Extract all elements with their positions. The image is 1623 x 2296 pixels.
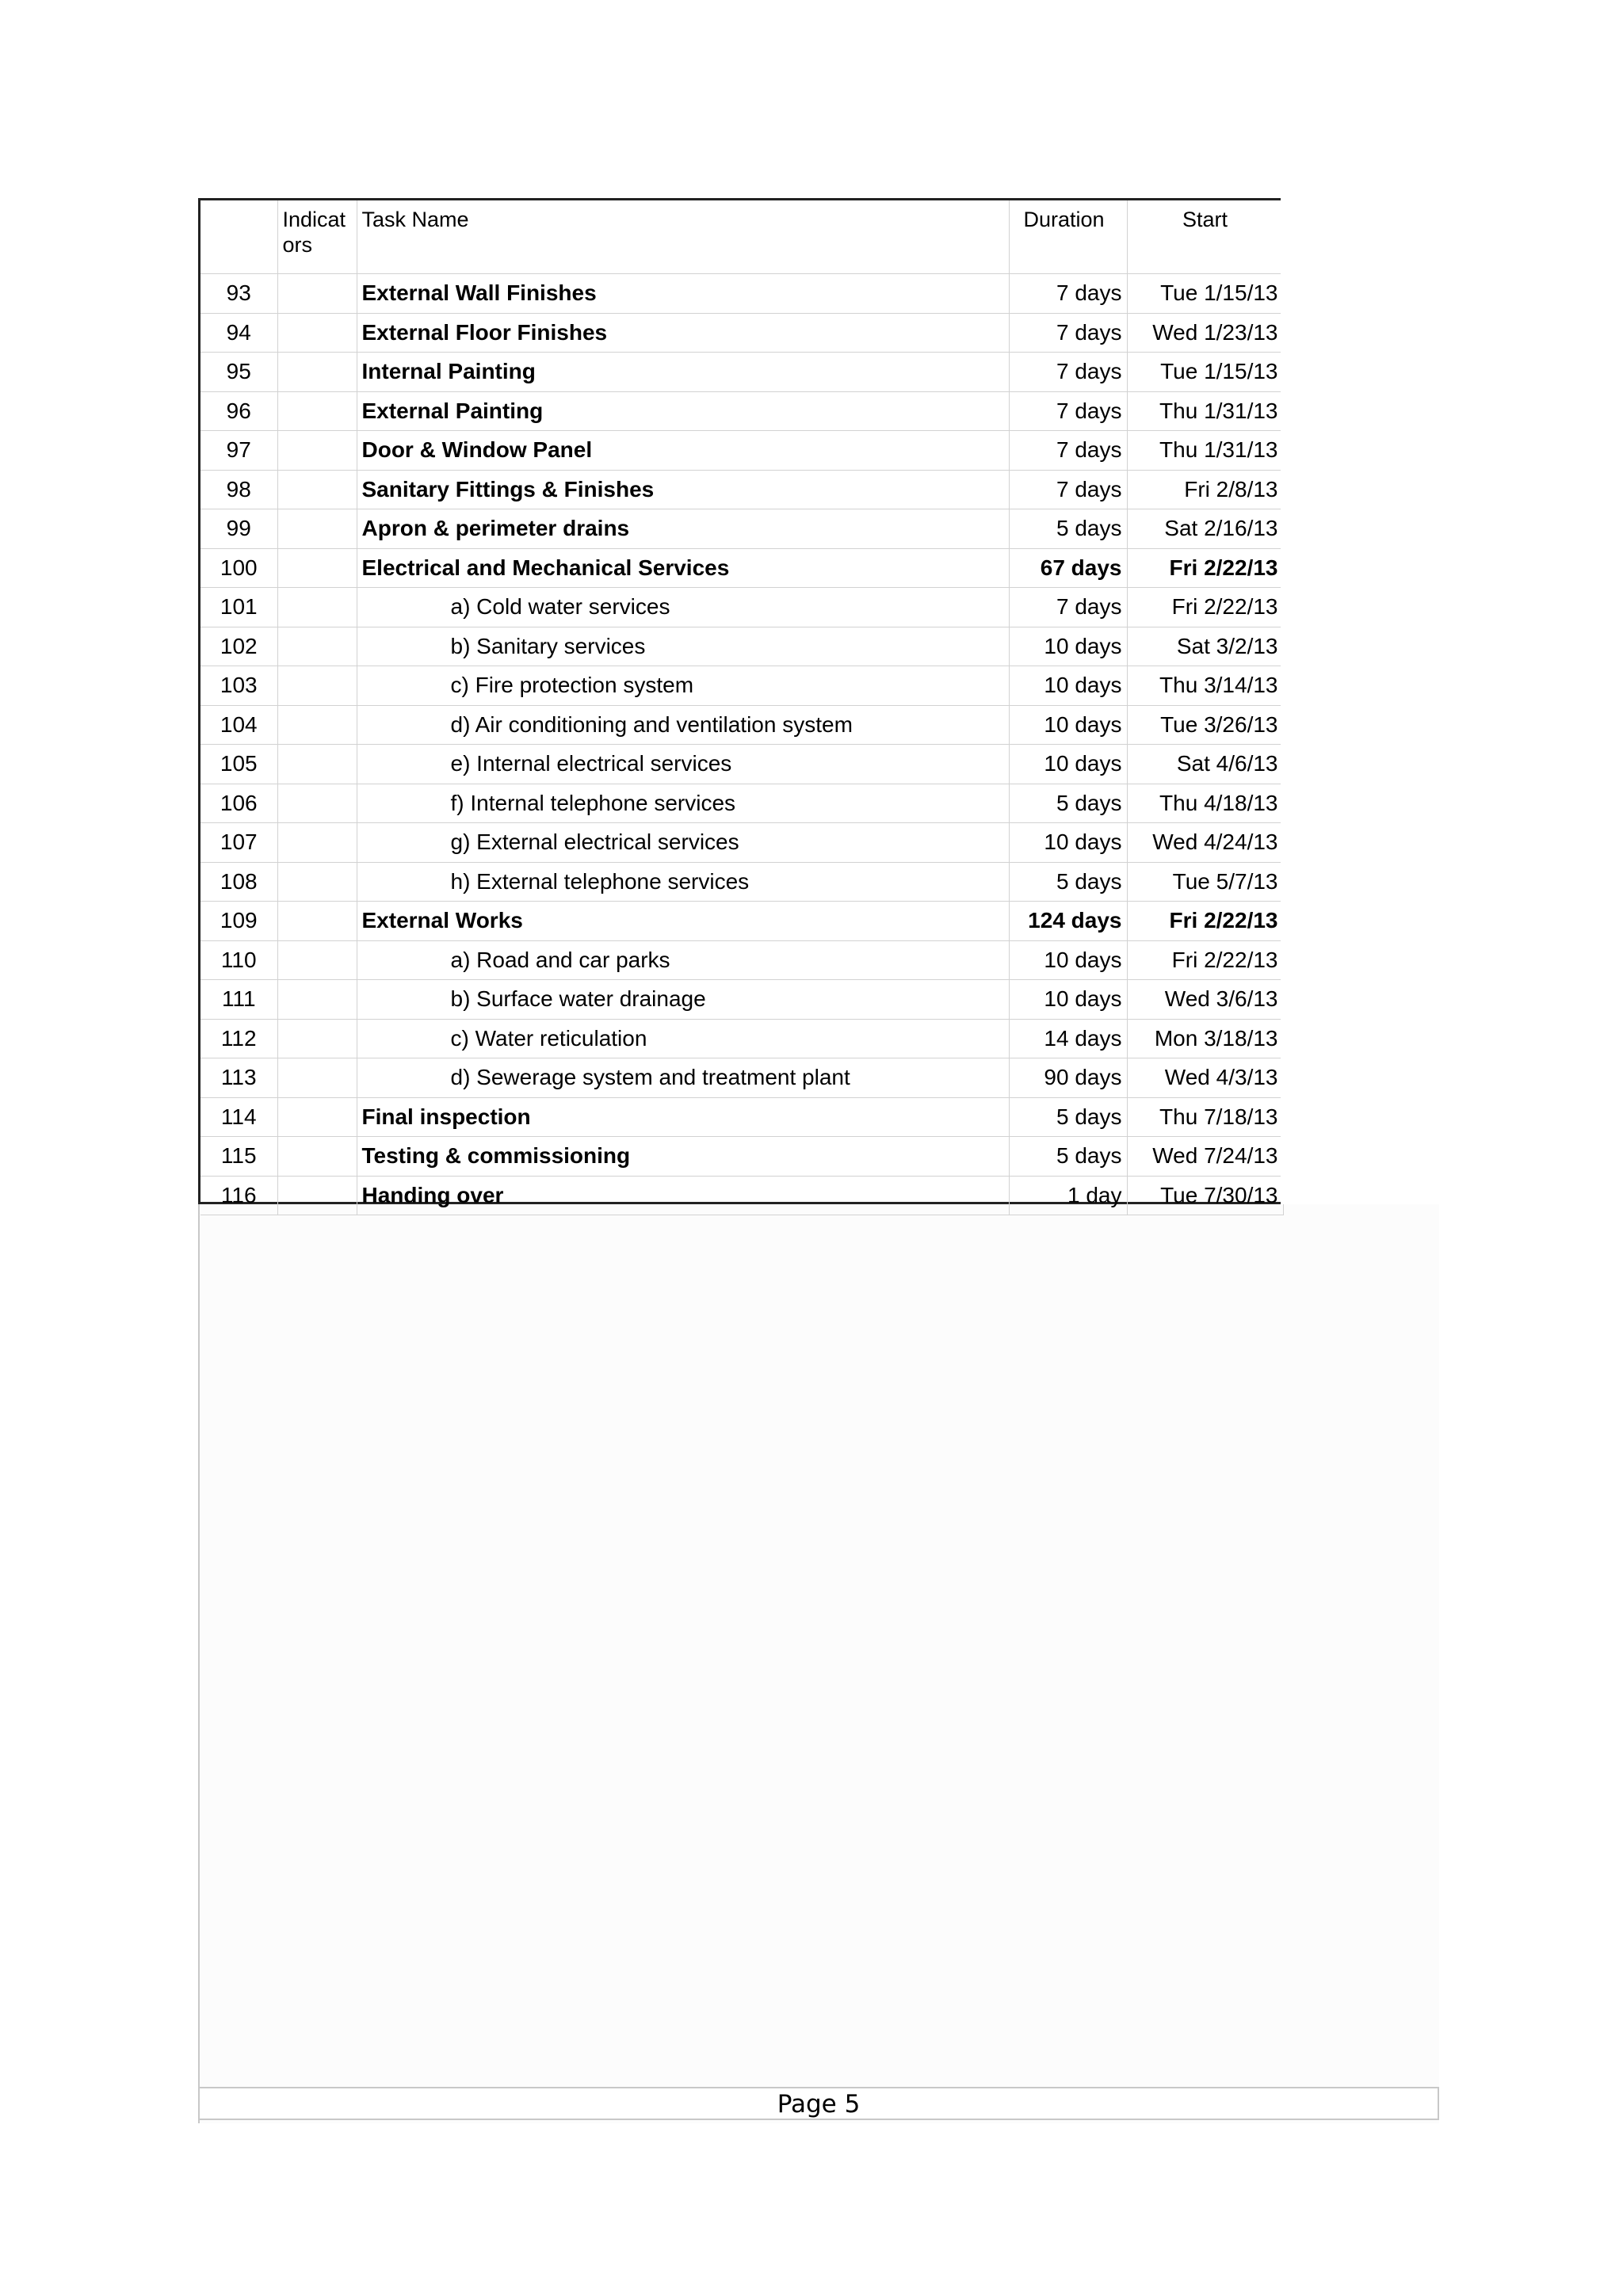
row-indicators — [277, 902, 357, 941]
row-indicators — [277, 353, 357, 392]
row-start: Thu 1/31/13 — [1127, 391, 1283, 431]
row-id: 97 — [200, 431, 277, 471]
header-indicators: Indicat ors — [277, 200, 357, 274]
row-start: Thu 3/14/13 — [1127, 666, 1283, 706]
gantt-table-sheet — [198, 198, 1439, 1207]
page-number: Page 5 — [777, 2090, 861, 2119]
table-row — [200, 940, 1283, 980]
row-indicators — [277, 1176, 357, 1215]
row-duration: 10 days — [1009, 627, 1127, 666]
table-row — [200, 705, 1283, 745]
row-indicators — [277, 980, 357, 1020]
table-row — [200, 509, 1283, 549]
row-task-name: Internal Painting — [357, 353, 1009, 392]
row-id: 98 — [200, 470, 277, 509]
header-task-name: Task Name — [357, 200, 1009, 274]
row-id: 109 — [200, 902, 277, 941]
row-id: 99 — [200, 509, 277, 549]
table-row — [200, 1019, 1283, 1058]
row-task-name: b) Surface water drainage — [357, 980, 1009, 1020]
row-start: Thu 7/18/13 — [1127, 1097, 1283, 1137]
row-task-name: External Painting — [357, 391, 1009, 431]
row-indicators — [277, 509, 357, 549]
row-task-name: Handing over — [357, 1176, 1009, 1215]
row-task-name: e) Internal electrical services — [357, 745, 1009, 784]
row-start: Tue 5/7/13 — [1127, 862, 1283, 902]
row-duration: 124 days — [1009, 902, 1127, 941]
row-id: 113 — [200, 1058, 277, 1098]
row-duration: 10 days — [1009, 705, 1127, 745]
row-start: Tue 7/30/13 — [1127, 1176, 1283, 1215]
row-start: Tue 3/26/13 — [1127, 705, 1283, 745]
row-duration: 10 days — [1009, 823, 1127, 863]
row-indicators — [277, 431, 357, 471]
table-row — [200, 353, 1283, 392]
row-start: Thu 4/18/13 — [1127, 784, 1283, 823]
row-indicators — [277, 666, 357, 706]
row-indicators — [277, 1058, 357, 1098]
row-task-name: h) External telephone services — [357, 862, 1009, 902]
row-task-name: External Wall Finishes — [357, 274, 1009, 314]
row-start: Sat 4/6/13 — [1127, 745, 1283, 784]
row-indicators — [277, 391, 357, 431]
row-indicators — [277, 940, 357, 980]
row-duration: 1 day — [1009, 1176, 1127, 1215]
row-start: Fri 2/8/13 — [1127, 470, 1283, 509]
row-task-name: b) Sanitary services — [357, 627, 1009, 666]
row-task-name: a) Cold water services — [357, 588, 1009, 627]
table-row — [200, 823, 1283, 863]
row-indicators — [277, 627, 357, 666]
row-indicators — [277, 862, 357, 902]
row-indicators — [277, 705, 357, 745]
row-duration: 7 days — [1009, 588, 1127, 627]
row-duration: 14 days — [1009, 1019, 1127, 1058]
table-row — [200, 391, 1283, 431]
blank-timescale-area — [1281, 198, 1439, 1204]
table-row — [200, 274, 1283, 314]
table-row — [200, 627, 1283, 666]
row-id: 96 — [200, 391, 277, 431]
row-duration: 90 days — [1009, 1058, 1127, 1098]
table-header-row — [200, 200, 1283, 274]
row-id: 114 — [200, 1097, 277, 1137]
table-row — [200, 980, 1283, 1020]
page-footer — [198, 2087, 1439, 2120]
table-row — [200, 862, 1283, 902]
row-start: Fri 2/22/13 — [1127, 548, 1283, 588]
header-duration: Duration — [1009, 200, 1127, 274]
row-start: Thu 1/31/13 — [1127, 431, 1283, 471]
row-id: 103 — [200, 666, 277, 706]
row-id: 104 — [200, 705, 277, 745]
row-task-name: g) External electrical services — [357, 823, 1009, 863]
row-task-name: c) Fire protection system — [357, 666, 1009, 706]
row-start: Wed 3/6/13 — [1127, 980, 1283, 1020]
row-task-name: Electrical and Mechanical Services — [357, 548, 1009, 588]
table-row — [200, 313, 1283, 353]
row-indicators — [277, 1019, 357, 1058]
row-id: 106 — [200, 784, 277, 823]
row-id: 110 — [200, 940, 277, 980]
row-indicators — [277, 548, 357, 588]
row-task-name: a) Road and car parks — [357, 940, 1009, 980]
header-start: Start — [1127, 200, 1283, 274]
row-id: 102 — [200, 627, 277, 666]
row-id: 108 — [200, 862, 277, 902]
row-start: Wed 4/3/13 — [1127, 1058, 1283, 1098]
row-task-name: Apron & perimeter drains — [357, 509, 1009, 549]
row-indicators — [277, 745, 357, 784]
row-indicators — [277, 470, 357, 509]
row-id: 115 — [200, 1137, 277, 1177]
row-duration: 5 days — [1009, 862, 1127, 902]
row-task-name: c) Water reticulation — [357, 1019, 1009, 1058]
table-row — [200, 1058, 1283, 1098]
task-table — [200, 200, 1284, 1215]
row-start: Fri 2/22/13 — [1127, 588, 1283, 627]
row-id: 100 — [200, 548, 277, 588]
row-indicators — [277, 274, 357, 314]
table-row — [200, 588, 1283, 627]
table-row — [200, 666, 1283, 706]
row-task-name: Sanitary Fittings & Finishes — [357, 470, 1009, 509]
row-duration: 7 days — [1009, 353, 1127, 392]
row-task-name: d) Sewerage system and treatment plant — [357, 1058, 1009, 1098]
row-start: Sat 3/2/13 — [1127, 627, 1283, 666]
table-row — [200, 470, 1283, 509]
row-task-name: Door & Window Panel — [357, 431, 1009, 471]
row-task-name: Final inspection — [357, 1097, 1009, 1137]
row-duration: 10 days — [1009, 745, 1127, 784]
row-duration: 5 days — [1009, 784, 1127, 823]
row-id: 111 — [200, 980, 277, 1020]
row-indicators — [277, 1137, 357, 1177]
row-task-name: d) Air conditioning and ventilation system — [357, 705, 1009, 745]
row-id: 112 — [200, 1019, 277, 1058]
header-id — [200, 200, 277, 274]
row-start: Tue 1/15/13 — [1127, 274, 1283, 314]
row-start: Sat 2/16/13 — [1127, 509, 1283, 549]
row-indicators — [277, 588, 357, 627]
table-row — [200, 431, 1283, 471]
row-duration: 7 days — [1009, 313, 1127, 353]
row-duration: 7 days — [1009, 431, 1127, 471]
row-start: Fri 2/22/13 — [1127, 940, 1283, 980]
table-row — [200, 1137, 1283, 1177]
row-task-name: External Floor Finishes — [357, 313, 1009, 353]
row-id: 94 — [200, 313, 277, 353]
row-id: 93 — [200, 274, 277, 314]
row-duration: 5 days — [1009, 1137, 1127, 1177]
row-task-name: f) Internal telephone services — [357, 784, 1009, 823]
row-start: Wed 7/24/13 — [1127, 1137, 1283, 1177]
table-row — [200, 784, 1283, 823]
row-indicators — [277, 1097, 357, 1137]
row-duration: 5 days — [1009, 1097, 1127, 1137]
row-duration: 10 days — [1009, 666, 1127, 706]
table-row — [200, 1097, 1283, 1137]
row-id: 101 — [200, 588, 277, 627]
table-row — [200, 548, 1283, 588]
row-indicators — [277, 784, 357, 823]
row-duration: 7 days — [1009, 391, 1127, 431]
row-start: Mon 3/18/13 — [1127, 1019, 1283, 1058]
row-indicators — [277, 313, 357, 353]
table-row — [200, 902, 1283, 941]
row-id: 95 — [200, 353, 277, 392]
row-start: Fri 2/22/13 — [1127, 902, 1283, 941]
row-task-name: External Works — [357, 902, 1009, 941]
row-duration: 7 days — [1009, 274, 1127, 314]
row-duration: 5 days — [1009, 509, 1127, 549]
row-id: 105 — [200, 745, 277, 784]
row-id: 116 — [200, 1176, 277, 1215]
row-indicators — [277, 823, 357, 863]
row-duration: 10 days — [1009, 980, 1127, 1020]
row-duration: 67 days — [1009, 548, 1127, 588]
table-row — [200, 1176, 1283, 1215]
row-start: Tue 1/15/13 — [1127, 353, 1283, 392]
table-row — [200, 745, 1283, 784]
row-duration: 7 days — [1009, 470, 1127, 509]
row-start: Wed 1/23/13 — [1127, 313, 1283, 353]
row-id: 107 — [200, 823, 277, 863]
row-start: Wed 4/24/13 — [1127, 823, 1283, 863]
row-task-name: Testing & commissioning — [357, 1137, 1009, 1177]
row-duration: 10 days — [1009, 940, 1127, 980]
